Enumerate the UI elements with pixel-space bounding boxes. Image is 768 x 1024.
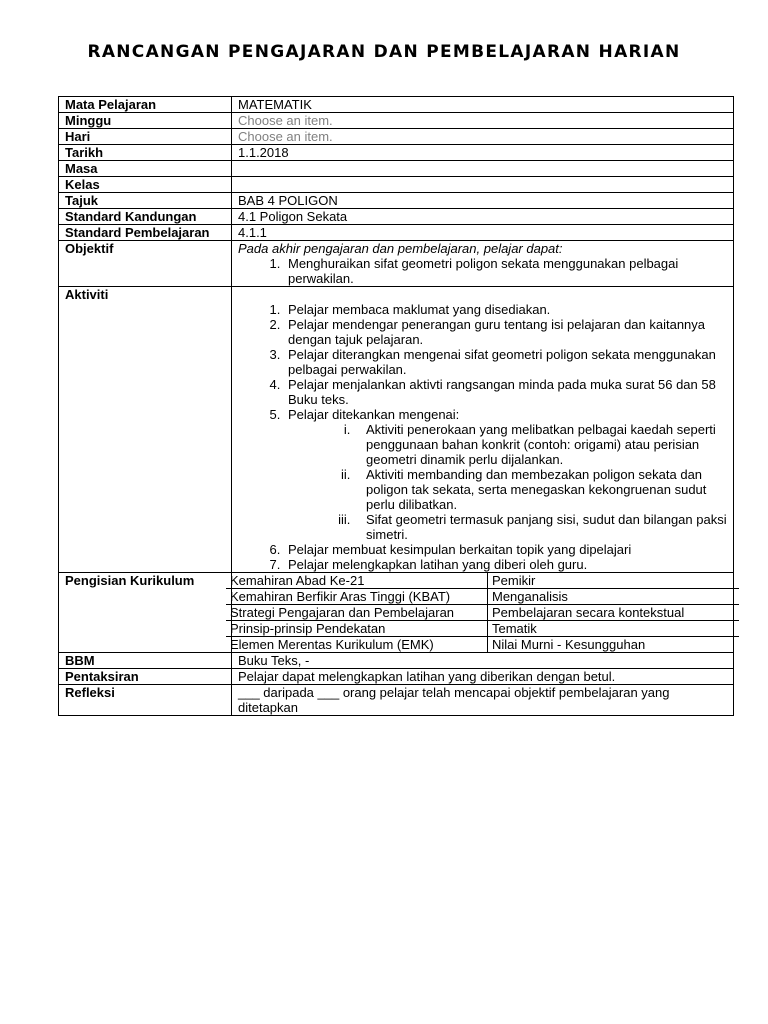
- row-minggu: [59, 113, 734, 129]
- label-objektif: Objektif: [59, 241, 232, 287]
- aktiviti-sub-item: ii. Aktiviti membanding dan membezakan poligon sekata dan poligon tak sekata, serta menegaskan kekongruenan sudut perlu dilibatkan.: [354, 467, 727, 512]
- row-mata-pelajaran: [59, 97, 734, 113]
- value-tarikh: 1.1.2018: [232, 145, 734, 161]
- row-objektif: [59, 241, 734, 287]
- value-aktiviti: [232, 287, 734, 573]
- hari-dropdown[interactable]: Choose an item.: [232, 129, 734, 145]
- objektif-item: 1. Menghuraikan sifat geometri poligon sekata menggunakan pelbagai perwakilan.: [284, 256, 727, 286]
- pengisian-value: Tematik: [488, 621, 740, 637]
- aktiviti-item-text: Pelajar ditekankan mengenai:: [288, 407, 460, 422]
- pengisian-table: [226, 573, 739, 652]
- pengisian-row: [226, 621, 739, 637]
- value-pentaksiran: Pelajar dapat melengkapkan latihan yang diberikan dengan betul.: [232, 669, 734, 685]
- label-standard-kandungan: Standard Kandungan: [59, 209, 232, 225]
- label-standard-pembelajaran: Standard Pembelajaran: [59, 225, 232, 241]
- value-standard-pembelajaran: 4.1.1: [232, 225, 734, 241]
- pengisian-row: [226, 589, 739, 605]
- label-pentaksiran: Pentaksiran: [59, 669, 232, 685]
- aktiviti-item: 6. Pelajar membuat kesimpulan berkaitan topik yang dipelajari: [284, 542, 727, 557]
- value-mata-pelajaran: MATEMATIK: [232, 97, 734, 113]
- value-refleksi: ___ daripada ___ orang pelajar telah mencapai objektif pembelajaran yang ditetapkan: [232, 685, 734, 716]
- aktiviti-spacer: [238, 287, 727, 302]
- label-tarikh: Tarikh: [59, 145, 232, 161]
- value-standard-kandungan: 4.1 Poligon Sekata: [232, 209, 734, 225]
- pengisian-key: Strategi Pengajaran dan Pembelajaran: [226, 605, 488, 621]
- row-aktiviti: [59, 287, 734, 573]
- page-title: RANCANGAN PENGAJARAN DAN PEMBELAJARAN HARIAN: [87, 42, 681, 62]
- label-minggu: Minggu: [59, 113, 232, 129]
- row-pengisian-kurikulum: [59, 573, 734, 653]
- aktiviti-sub-item: iii. Sifat geometri termasuk panjang sisi, sudut dan bilangan paksi simetri.: [354, 512, 727, 542]
- aktiviti-list: [238, 302, 727, 572]
- value-masa: [232, 161, 734, 177]
- value-objektif: [232, 241, 734, 287]
- aktiviti-sub-list: [288, 422, 727, 542]
- row-tajuk: [59, 193, 734, 209]
- aktiviti-item: 4. Pelajar menjalankan aktivti rangsangan minda pada muka surat 56 dan 58 Buku teks.: [284, 377, 727, 407]
- value-kelas: [232, 177, 734, 193]
- value-pengisian-kurikulum: [232, 573, 734, 653]
- value-bbm: Buku Teks, -: [232, 653, 734, 669]
- aktiviti-item: [284, 407, 727, 542]
- row-refleksi: [59, 685, 734, 716]
- aktiviti-item: 3. Pelajar diterangkan mengenai sifat geometri poligon sekata menggunakan pelbagai perwakilan.: [284, 347, 727, 377]
- row-kelas: [59, 177, 734, 193]
- pengisian-value: Nilai Murni - Kesungguhan: [492, 637, 646, 652]
- row-standard-kandungan: [59, 209, 734, 225]
- pengisian-value: Pembelajaran secara kontekstual: [488, 605, 740, 621]
- objektif-list: [238, 256, 727, 286]
- lesson-plan-table: [58, 96, 734, 716]
- objektif-intro: Pada akhir pengajaran dan pembelajaran, pelajar dapat:: [238, 241, 563, 256]
- pengisian-key: Kemahiran Berfikir Aras Tinggi (KBAT): [226, 589, 488, 605]
- label-pengisian-kurikulum: Pengisian Kurikulum: [59, 573, 232, 653]
- row-hari: [59, 129, 734, 145]
- row-standard-pembelajaran: [59, 225, 734, 241]
- label-aktiviti: Aktiviti: [59, 287, 232, 573]
- aktiviti-item: 1. Pelajar membaca maklumat yang disediakan.: [284, 302, 727, 317]
- label-refleksi: Refleksi: [59, 685, 232, 716]
- label-mata-pelajaran: Mata Pelajaran: [59, 97, 232, 113]
- pengisian-value: Menganalisis: [488, 589, 740, 605]
- row-bbm: [59, 653, 734, 669]
- label-masa: Masa: [59, 161, 232, 177]
- label-bbm: BBM: [59, 653, 232, 669]
- row-masa: [59, 161, 734, 177]
- aktiviti-sub-item: i. Aktiviti penerokaan yang melibatkan pelbagai kaedah seperti penggunaan bahan konkrit (contoh: origami) atau perisian geometri dinamik perlu dijalankan.: [354, 422, 727, 467]
- label-kelas: Kelas: [59, 177, 232, 193]
- pengisian-key: Prinsip-prinsip Pendekatan: [226, 621, 488, 637]
- pengisian-row: [226, 573, 739, 589]
- row-tarikh: [59, 145, 734, 161]
- row-pentaksiran: [59, 669, 734, 685]
- pengisian-key: Elemen Merentas Kurikulum (EMK): [226, 637, 488, 653]
- pengisian-row: [226, 605, 739, 621]
- pengisian-row: [226, 637, 739, 653]
- label-tajuk: Tajuk: [59, 193, 232, 209]
- minggu-dropdown[interactable]: Choose an item.: [232, 113, 734, 129]
- aktiviti-item: 7. Pelajar melengkapkan latihan yang diberi oleh guru.: [284, 557, 727, 572]
- pengisian-value: Pemikir: [488, 573, 740, 589]
- label-hari: Hari: [59, 129, 232, 145]
- value-tajuk: BAB 4 POLIGON: [232, 193, 734, 209]
- pengisian-key: Kemahiran Abad Ke-21: [226, 573, 488, 589]
- aktiviti-item: 2. Pelajar mendengar penerangan guru tentang isi pelajaran dan kaitannya dengan tajuk pelajaran.: [284, 317, 727, 347]
